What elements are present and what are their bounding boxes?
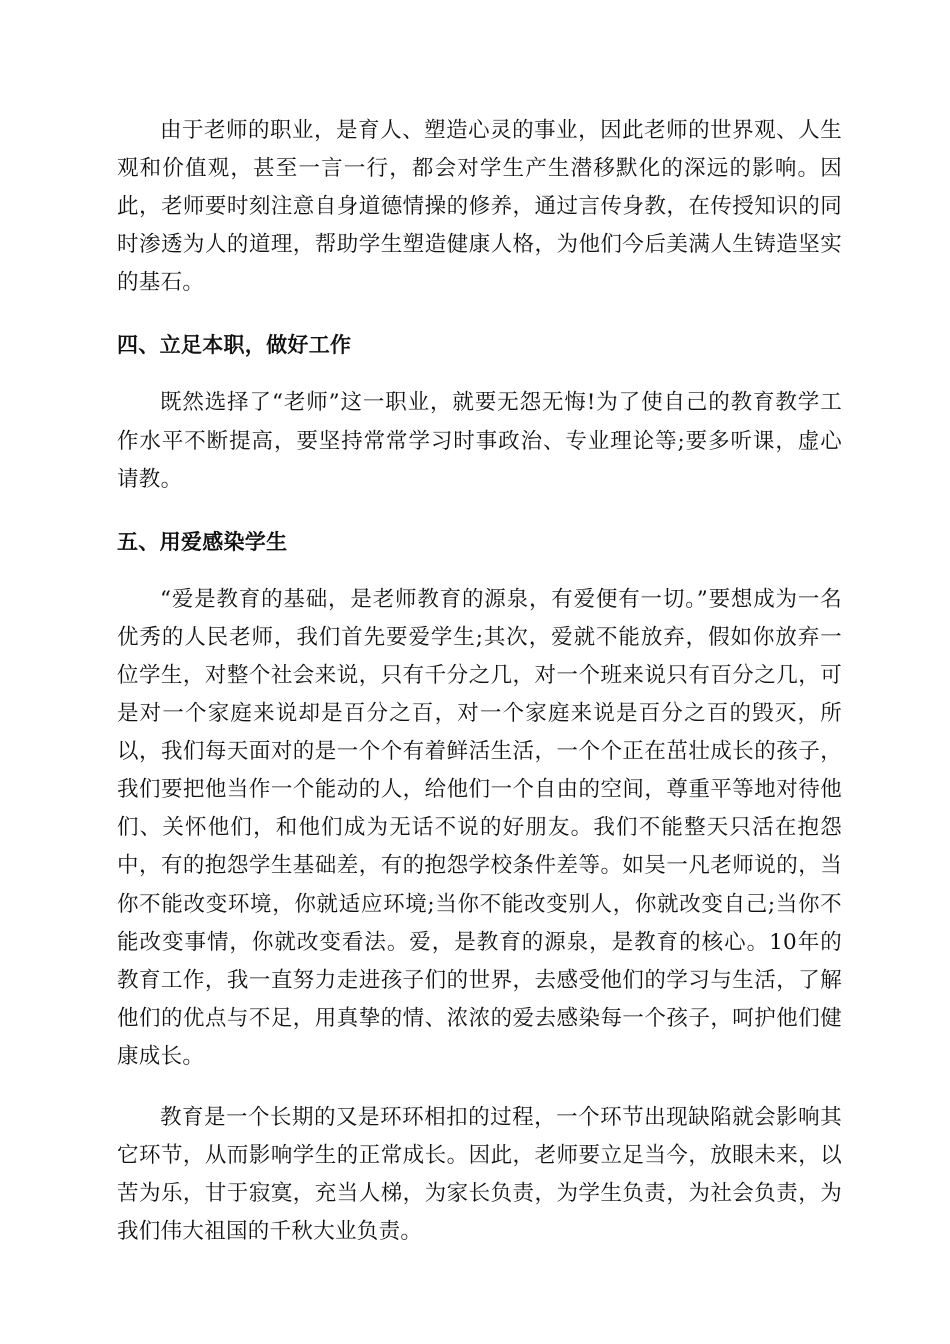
- paragraph-love-students: “爱是教育的基础，是老师教育的源泉，有爱便有一切。”要想成为一名优秀的人民老师，我们首先要爱学生;其次，爱就不能放弃，假如你放弃一位学生，对整个社会来说，只有千分之几，对一个班来说只有百分之几，可是对一个家庭来说却是百分之百，对一个家庭来说是百分之百的毁灭，所以，我们每天面对的是一个个有着鲜活生活，一个个正在茁壮成长的孩子，我们要把他当作一个能动的人，给他们一个自由的空间，尊重平等地对待他们、关怀他们，和他们成为无话不说的好朋友。我们不能整天只活在抱怨中，有的抱怨学生基础差，有的抱怨学校条件差等。如吴一凡老师说的，当你不能改变环境，你就适应环境;当你不能改变别人，你就改变自己;当你不能改变事情，你就改变看法。爱，是教育的源泉，是教育的核心。10年的教育工作，我一直努力走进孩子们的世界，去感受他们的学习与生活，了解他们的优点与不足，用真挚的情、浓浓的爱去感染每一个孩子，呵护他们健康成长。: [117, 586, 842, 1069]
- section-heading-4: 四、立足本职，做好工作: [117, 333, 352, 358]
- paragraph-teacher-role: 由于老师的职业，是育人、塑造心灵的事业，因此老师的世界观、人生观和价值观，甚至一言一行，都会对学生产生潜移默化的深远的影响。因此，老师要时刻注意自身道德情操的修养，通过言传身教，在传授知识的同时渗透为人的道理，帮助学生塑造健康人格，为他们今后美满人生铸造坚实的基石。: [117, 118, 842, 296]
- paragraph-long-process: 教育是一个长期的又是环环相扣的过程，一个环节出现缺陷就会影响其它环节，从而影响学生的正常成长。因此，老师要立足当今，放眼未来，以苦为乐，甘于寂寞，充当人梯，为家长负责，为学生负责，为社会负责，为我们伟大祖国的千秋大业负责。: [117, 1104, 842, 1245]
- document-page: [117, 112, 842, 1251]
- paragraph-no-regrets: 既然选择了“老师”这一职业，就要无怨无悔!为了使自己的教育教学工作水平不断提高，要坚持常常学习时事政治、专业理论等;要多听课，虚心请教。: [117, 390, 842, 492]
- section-heading-5: 五、用爱感染学生: [117, 529, 288, 554]
